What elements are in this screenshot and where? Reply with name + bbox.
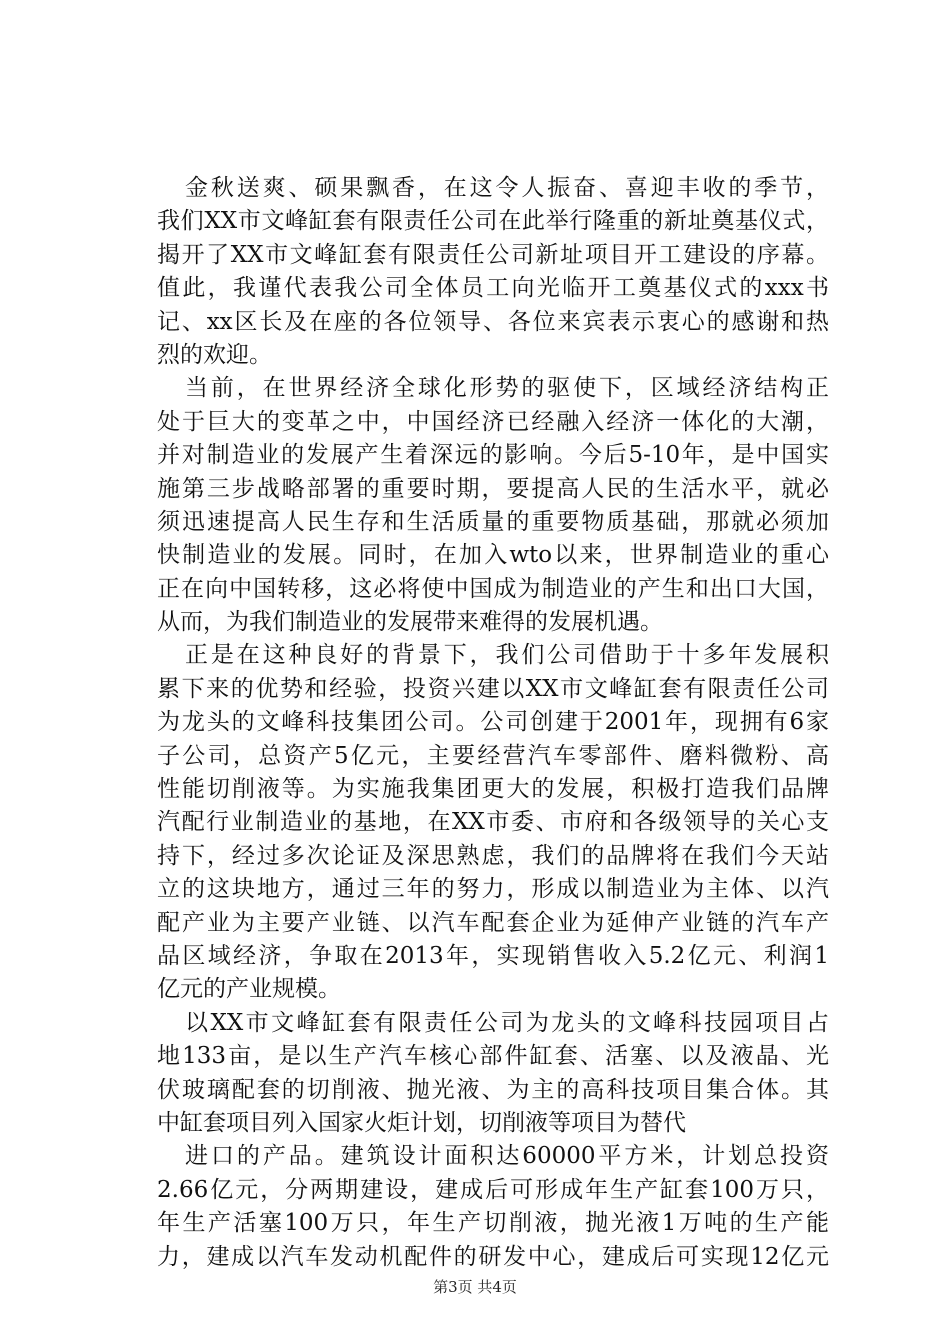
text-line-content: 中缸套项目列入国家火炬计划，切削液等项目为替代 xyxy=(157,1109,686,1136)
text-line-content: 烈的欢迎。 xyxy=(157,341,272,368)
text-line xyxy=(157,1007,829,1040)
text-line-content: 快制造业的发展。同时，在加入wto以来，世界制造业的重心 xyxy=(157,542,829,569)
text-line-content: 力，建成以汽车发动机配件的研发中心，建成后可实现12亿元 xyxy=(157,1243,829,1270)
text-line-content: 揭开了XX市文峰缸套有限责任公司新址项目开工建设的序幕。 xyxy=(157,241,829,268)
text-line-content: 伏玻璃配套的切削液、抛光液、为主的高科技项目集合体。其 xyxy=(157,1076,829,1103)
text-line xyxy=(157,706,829,739)
text-line-content: 以XX市文峰缸套有限责任公司为龙头的文峰科技园项目占 xyxy=(185,1009,829,1036)
text-line xyxy=(157,406,829,439)
text-line xyxy=(157,806,829,839)
text-line xyxy=(157,1241,829,1274)
text-line-content: 品区域经济，争取在2013年，实现销售收入5.2亿元、利润1 xyxy=(157,942,829,969)
text-line xyxy=(157,539,829,572)
text-line-content: 从而，为我们制造业的发展带来难得的发展机遇。 xyxy=(157,609,663,636)
text-line xyxy=(157,973,829,1006)
text-line xyxy=(157,1207,829,1240)
text-line xyxy=(157,740,829,773)
text-line-content: 值此，我谨代表我公司全体员工向光临开工奠基仪式的xxx书 xyxy=(157,275,829,302)
text-line-content: 正在向中国转移，这必将使中国成为制造业的产生和出口大国， xyxy=(157,575,829,602)
text-line xyxy=(157,172,829,205)
text-line xyxy=(157,1040,829,1073)
text-line xyxy=(157,907,829,940)
text-line-content: 正是在这种良好的背景下，我们公司借助于十多年发展积 xyxy=(185,642,829,669)
text-line xyxy=(157,372,829,405)
text-line xyxy=(157,1107,829,1140)
text-line-content: 并对制造业的发展产生着深远的影响。今后5-10年，是中国实 xyxy=(157,442,829,469)
text-line-content: 金秋送爽、硕果飘香，在这令人振奋、喜迎丰收的季节， xyxy=(185,175,829,201)
text-line xyxy=(157,1174,829,1207)
text-line-content: 进口的产品。建筑设计面积达60000平方米，计划总投资 xyxy=(185,1143,829,1170)
text-line xyxy=(157,673,829,706)
text-line-content: 施第三步战略部署的重要时期，要提高人民的生活水平，就必 xyxy=(157,475,829,502)
text-line-content: 亿元的产业规模。 xyxy=(157,976,341,1003)
text-line-content: 处于巨大的变革之中，中国经济已经融入经济一体化的大潮， xyxy=(157,408,829,435)
document-body xyxy=(157,172,829,1274)
text-line-content: 累下来的优势和经验，投资兴建以XX市文峰缸套有限责任公司 xyxy=(157,675,829,702)
text-line-content: 性能切削液等。为实施我集团更大的发展，积极打造我们品牌 xyxy=(157,776,829,803)
page-number-footer: 第3页 共4页 xyxy=(433,1278,517,1296)
text-line xyxy=(157,1074,829,1107)
text-line xyxy=(157,239,829,272)
text-line xyxy=(157,840,829,873)
text-line xyxy=(157,606,829,639)
text-line xyxy=(157,639,829,672)
text-line xyxy=(157,205,829,238)
text-line xyxy=(157,573,829,606)
text-line-content: 记、xx区长及在座的各位领导、各位来宾表示衷心的感谢和热 xyxy=(157,308,829,335)
text-line-content: 我们XX市文峰缸套有限责任公司在此举行隆重的新址奠基仪式， xyxy=(157,208,829,235)
text-line-content: 须迅速提高人民生存和生活质量的重要物质基础，那就必须加 xyxy=(157,508,829,535)
text-line-content: 立的这块地方，通过三年的努力，形成以制造业为主体、以汽 xyxy=(157,876,829,903)
text-line-content: 为龙头的文峰科技集团公司。公司创建于2001年，现拥有6家 xyxy=(157,709,829,736)
text-line xyxy=(157,439,829,472)
text-line-content: 年生产活塞100万只，年生产切削液，抛光液1万吨的生产能 xyxy=(157,1210,829,1237)
text-line-content: 当前，在世界经济全球化形势的驱使下，区域经济结构正 xyxy=(185,375,829,402)
text-line-content: 地133亩，是以生产汽车核心部件缸套、活塞、以及液晶、光 xyxy=(157,1043,829,1070)
text-line xyxy=(157,773,829,806)
text-line xyxy=(157,506,829,539)
text-line-content: 2.66亿元，分两期建设，建成后可形成年生产缸套100万只， xyxy=(157,1176,829,1203)
text-line-content: 子公司，总资产5亿元，主要经营汽车零部件、磨料微粉、高 xyxy=(157,742,829,769)
text-line xyxy=(157,306,829,339)
text-line xyxy=(157,940,829,973)
text-line xyxy=(157,473,829,506)
text-line xyxy=(157,1140,829,1173)
text-line xyxy=(157,339,829,372)
text-line-content: 配产业为主要产业链、以汽车配套企业为延伸产业链的汽车产 xyxy=(157,909,829,936)
text-line xyxy=(157,272,829,305)
text-line-content: 汽配行业制造业的基地，在XX市委、市府和各级领导的关心支 xyxy=(157,809,829,836)
text-line-content: 持下，经过多次论证及深思熟虑，我们的品牌将在我们今天站 xyxy=(157,842,829,869)
text-line xyxy=(157,873,829,906)
